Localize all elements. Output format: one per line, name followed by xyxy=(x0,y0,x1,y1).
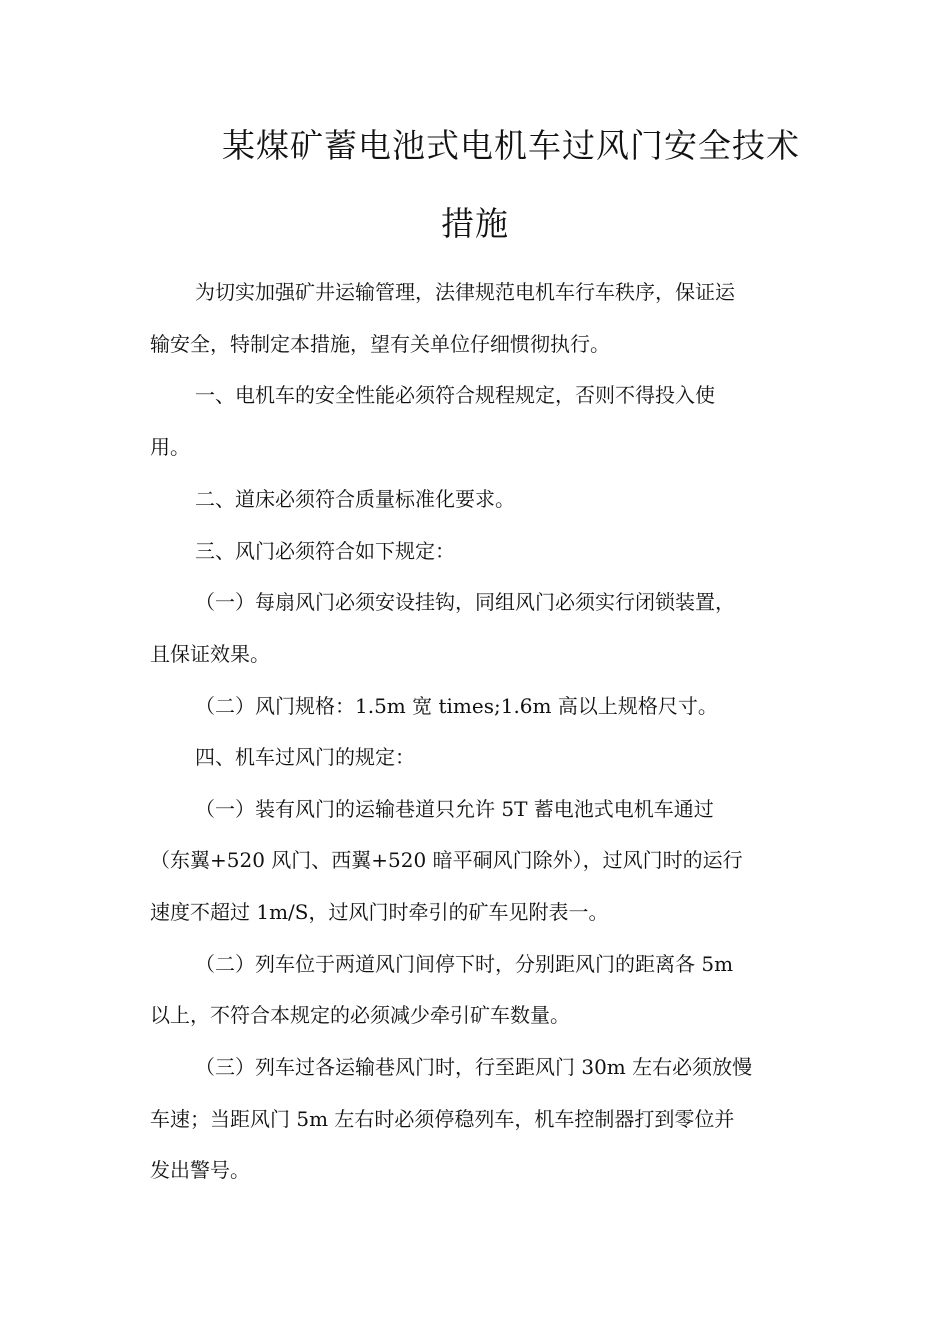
clause-4-1-line-2: （东翼+520 风门、西翼+520 暗平硐风门除外），过风门时的运行 xyxy=(150,848,743,872)
clause-2-line: 二、道床必须符合质量标准化要求。 xyxy=(195,487,515,511)
clause-4-2-line-1: （二）列车位于两道风门间停下时，分别距风门的距离各 5m xyxy=(195,952,734,976)
clause-1-line-2: 用。 xyxy=(150,435,190,459)
paragraph-intro-line-1: 为切实加强矿井运输管理，法律规范电机车行车秩序，保证运 xyxy=(195,280,735,304)
clause-3-line: 三、风门必须符合如下规定： xyxy=(195,539,455,563)
clause-3-1-line-2: 且保证效果。 xyxy=(150,642,270,666)
clause-3-2-line: （二）风门规格：1.5m 宽 times;1.6m 高以上规格尺寸。 xyxy=(195,694,718,718)
clause-1-line-1: 一、电机车的安全性能必须符合规程规定，否则不得投入使 xyxy=(195,383,715,407)
clause-4-3-line-1: （三）列车过各运输巷风门时，行至距风门 30m 左右必须放慢 xyxy=(195,1055,753,1079)
paragraph-intro-line-2: 输安全，特制定本措施，望有关单位仔细惯彻执行。 xyxy=(150,332,610,356)
clause-3-1-line-1: （一）每扇风门必须安设挂钩，同组风门必须实行闭锁装置， xyxy=(195,590,735,614)
clause-4-line: 四、机车过风门的规定： xyxy=(195,745,415,769)
document-title-line-2: 措施 xyxy=(441,204,509,243)
clause-4-1-line-3: 速度不超过 1m/S，过风门时牵引的矿车见附表一。 xyxy=(150,900,609,924)
document-title-line-1: 某煤矿蓄电池式电机车过风门安全技术 xyxy=(222,126,800,165)
clause-4-3-line-3: 发出警号。 xyxy=(150,1158,250,1182)
clause-4-1-line-1: （一）装有风门的运输巷道只允许 5T 蓄电池式电机车通过 xyxy=(195,797,714,821)
clause-4-3-line-2: 车速；当距风门 5m 左右时必须停稳列车，机车控制器打到零位并 xyxy=(150,1107,735,1131)
clause-4-2-line-2: 以上，不符合本规定的必须减少牵引矿车数量。 xyxy=(150,1003,570,1027)
